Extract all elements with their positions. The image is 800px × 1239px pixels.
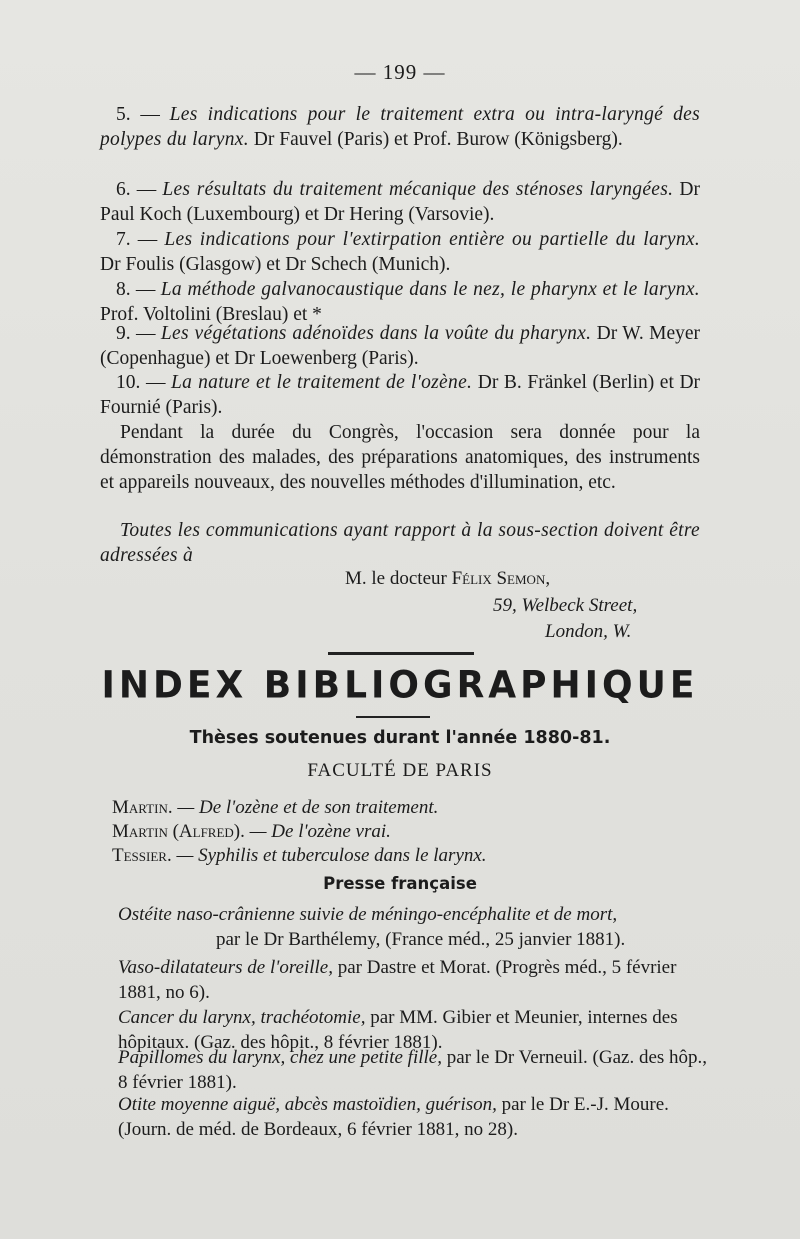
communications-note-text: Toutes les communications ayant rapport à la sous-section doivent être adressées à [100, 520, 700, 566]
program-item-8 [100, 277, 700, 327]
item-authors: Dr Paul Koch (Luxembourg) et Dr Hering (Varsovie). [100, 179, 700, 225]
thesis-entry [112, 795, 712, 820]
item-authors: Dr Foulis (Glasgow) et Dr Schech (Munich). [100, 254, 451, 275]
communications-note [100, 518, 700, 568]
presse-details: par le Dr Barthélemy, (France méd., 25 janvier 1881). [216, 929, 626, 950]
program-item-9 [100, 321, 700, 371]
faculty-heading: FACULTÉ DE PARIS [307, 760, 493, 781]
address-city-text: London, W. [545, 621, 632, 642]
thesis-author: Martin (Alfred). [112, 821, 245, 842]
thesis-title: — Syphilis et tuberculose dans le larynx. [176, 845, 487, 866]
presse-title: Vaso-dilatateurs de l'oreille, [118, 957, 333, 978]
presse-entry [118, 902, 713, 952]
presse-title: Ostéite naso-crânienne suivie de méningo-encéphalite et de mort, [118, 904, 618, 925]
presse-entry [118, 1092, 713, 1142]
item-title: La méthode galvanocaustique dans le nez, le pharynx et le larynx. [160, 279, 700, 300]
item-number: 10. — [116, 372, 166, 393]
presse-details: par Dastre et Morat. (Progrès méd., 5 février 1881, no 6). [118, 957, 677, 1003]
presse-details: par MM. Gibier et Meunier, internes des hôpitaux. (Gaz. des hôpit., 8 février 1881). [118, 1007, 678, 1053]
thesis-title: — De l'ozène et de son traitement. [177, 797, 439, 818]
item-number: 8. — [116, 279, 156, 300]
item-authors: Prof. Voltolini (Breslau) et * [100, 304, 322, 325]
title-rule-top [328, 652, 474, 655]
presse-title: Cancer du larynx, trachéotomie, [118, 1007, 366, 1028]
item-number: 6. — [116, 179, 157, 200]
program-item-10 [100, 370, 700, 420]
item-authors: Dr B. Fränkel (Berlin) et Dr Fournié (Paris). [100, 372, 701, 418]
program-item-7 [100, 227, 700, 277]
item-title: La nature et le traitement de l'ozène. [171, 372, 473, 393]
address-name [345, 568, 550, 590]
address-person: Félix Semon, [451, 568, 551, 589]
program-item-6 [100, 177, 700, 227]
thesis-title: — De l'ozène vrai. [249, 821, 391, 842]
title-rule-bottom [356, 716, 430, 718]
presse-entry [118, 955, 713, 1005]
thesis-author: Tessier. [112, 845, 172, 866]
presse-heading: Presse française [323, 874, 477, 893]
item-authors: Dr W. Meyer (Copenhague) et Dr Loewenberg (Paris). [100, 323, 700, 369]
thesis-author: Martin. [112, 797, 173, 818]
presse-details: par le Dr Verneuil. (Gaz. des hôp., 8 février 1881). [118, 1047, 708, 1093]
page-number: — 199 — [354, 60, 446, 84]
address-street-text: 59, Welbeck Street, [493, 595, 638, 616]
item-number: 5. — [116, 104, 160, 125]
presse-title: Otite moyenne aiguë, abcès mastoïdien, guérison, [118, 1094, 497, 1115]
item-title: Les indications pour l'extirpation entière ou partielle du larynx. [164, 229, 701, 250]
item-title: Les indications pour le traitement extra ou intra-laryngé des polypes du larynx. [100, 104, 701, 150]
thesis-entry [112, 819, 712, 844]
item-authors: Dr Fauvel (Paris) et Prof. Burow (Königsberg). [253, 129, 623, 150]
index-title: INDEX BIBLIOGRAPHIQUE [101, 663, 699, 708]
program-item-5 [100, 102, 700, 152]
address-street [493, 595, 637, 617]
item-title: Les végétations adénoïdes dans la voûte du pharynx. [160, 323, 592, 344]
item-title: Les résultats du traitement mécanique des sténoses laryngées. [162, 179, 674, 200]
presse-details: par le Dr E.-J. Moure. (Journ. de méd. de Bordeaux, 6 février 1881, no 28). [118, 1094, 669, 1140]
item-number: 9. — [116, 323, 156, 344]
congress-paragraph: Pendant la durée du Congrès, l'occasion sera donnée pour la démonstration des malades, des préparations anatomiques, des instruments et appareils nouveaux, des nouvelles méthodes d'illumination, etc. [100, 422, 700, 493]
address-city [545, 621, 631, 643]
theses-heading: Thèses soutenues durant l'année 1880-81. [189, 728, 611, 748]
presse-entry [118, 1045, 713, 1095]
presse-title: Papillomes du larynx, chez une petite fille, [118, 1047, 442, 1068]
thesis-entry [112, 843, 712, 868]
item-number: 7. — [116, 229, 158, 250]
address-prefix: M. le docteur [345, 568, 447, 589]
